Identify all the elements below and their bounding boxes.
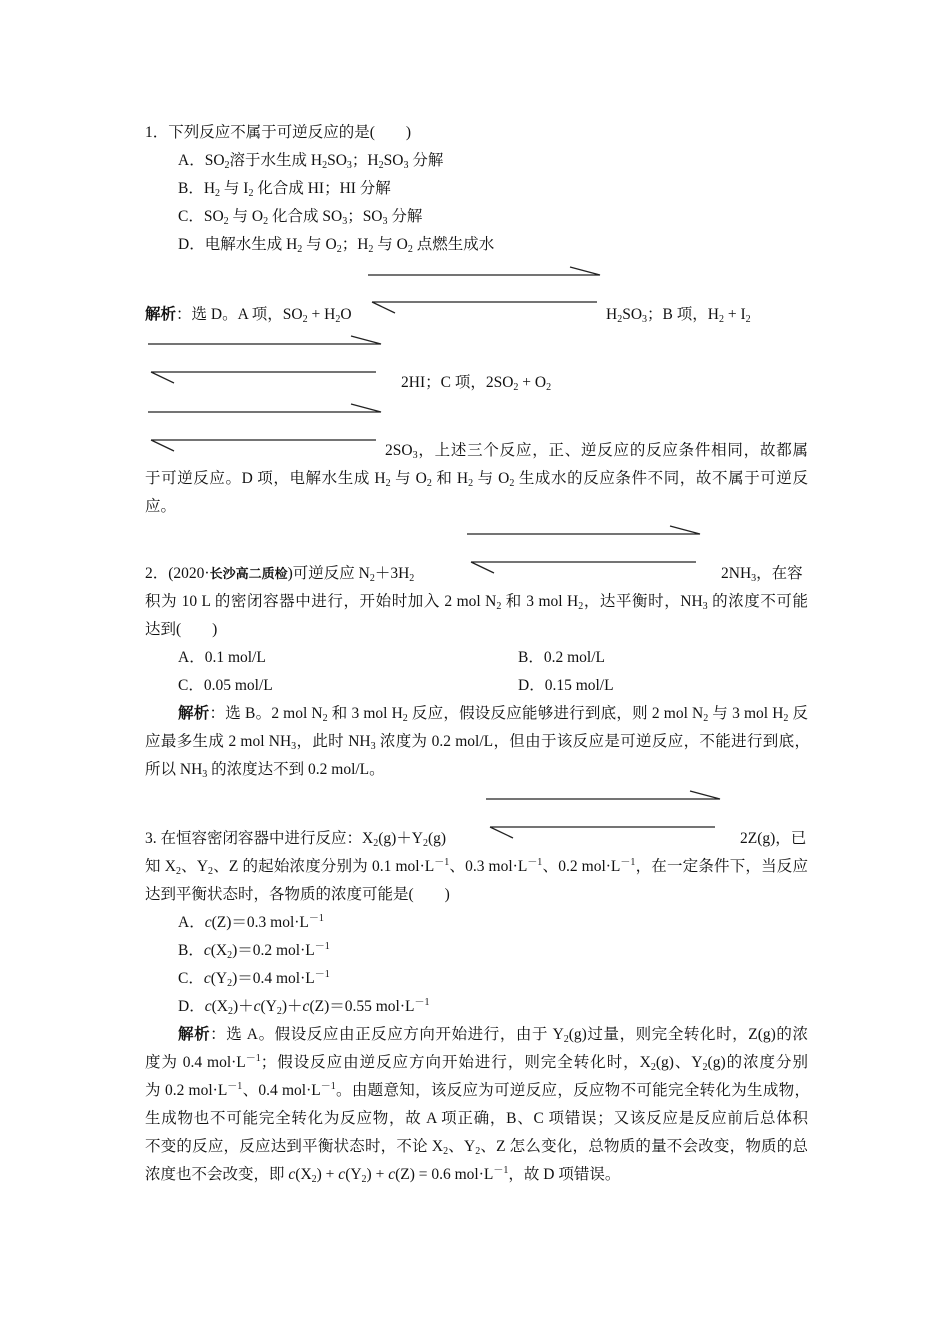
q3-analysis-line: 为 0.2 $mol\cdot L^{-1}$、0.4 $mol\cdot L^{-1}$。由题意知，该反应为可逆反应，反应物不可能完全转化为生成物，	[145, 1081, 810, 1099]
q2-stem: 2．(2020·长沙高二质检)可逆反应 $N_2+3H_2$	[145, 565, 415, 584]
q3-analysis-line: 不变的反应，反应达到平衡状态时，不论 $X_2$、$Y_2$、Z 怎么变化，总物质的量不会改变，物质的总	[145, 1138, 808, 1157]
q2-stem: $2NH_3$，在容	[721, 565, 803, 584]
equilibrium-arrow-icon	[148, 404, 381, 451]
q1-analysis-line: 于可逆反应。D 项，电解水生成 $H_2$ 与 $O_2$ 和 $H_2$ 与 $O_2$ 生成水的反应条件不同，故不属于可逆反	[145, 470, 808, 489]
q3-analysis-line: 浓度也不会改变，即 $c(X_2) + c(Y_2) + c(Z) = 0.6$ $mol\cdot L^{-1}$，故 D 项错误。	[145, 1165, 621, 1185]
q3-analysis-line: 生成物也不可能完全转化为反应物，故 A 项正确，B、C 项错误；又该反应是反应前后总体积	[145, 1110, 808, 1127]
equilibrium-arrow-icon	[148, 336, 381, 383]
q1-stem: 1．下列反应不属于可逆反应的是( )	[145, 124, 412, 141]
q1-analysis-line: $2SO_3$，上述三个反应，正、逆反应的反应条件相同，故都属	[385, 442, 808, 461]
q3-stem: 知 $X_2$、$Y_2$、Z 的起始浓度分别为 0.1 $mol\cdot L^{-1}$、0.3 $mol\cdot L^{-1}$、0.2 $mol\cdot L^{-1}$，在一定条件下，当反应	[145, 857, 808, 877]
q2-stem: 达到( )	[145, 621, 218, 638]
q3-analysis-line: 度为 0.4 $mol\cdot L^{-1}$；假设反应由逆反应方向开始进行，则完全转化时，$X_2(g)$、$Y_2(g)$的浓度分别	[145, 1053, 808, 1073]
q2-stem: 积为 10 L 的密闭容器中进行，开始时加入 2 mol $N_2$ 和 3 mol $H_2$，达平衡时，$NH_3$ 的浓度不可能	[145, 593, 808, 612]
q1-analysis-line: 应。	[145, 498, 177, 515]
q2-analysis-line: 所以 $NH_3$ 的浓度达不到 0.2 mol/L。	[145, 761, 385, 780]
q1-analysis-line: 2HI；C 项，$2SO_2 + O_2$	[401, 374, 552, 393]
q3-analysis-line: 解析：选 A。假设反应由正反应方向开始进行，由于 $Y_2(g)$过量，则完全转化时，Z(g)的浓	[178, 1026, 808, 1045]
q3-stem: 3. 在恒容密闭容器中进行反应：$X_2(g)+Y_2(g)$	[145, 830, 447, 849]
q3-option-c: C．$c(Y_2)=0.4$ $mol\cdot L^{-1}$	[178, 969, 330, 989]
q3-option-b: B．$c(X_2)=0.2$ $mol\cdot L^{-1}$	[178, 941, 330, 961]
q3-option-d: D．$c(X_2)+c(Y_2)+c(Z)=0.55$ $mol\cdot L^{-1}$	[178, 997, 430, 1017]
q2-option-c: C．0.05 mol/L	[178, 677, 273, 694]
q1-option-b: B．$H_2$ 与 $I_2$ 化合成 HI；HI 分解	[178, 180, 391, 199]
equilibrium-arrow-icon	[486, 791, 720, 838]
q1-analysis-line: 解析：选 D。A 项，$SO_2 + H_2O$	[145, 306, 352, 325]
q1-option-d: D．电解水生成 $H_2$ 与 $O_2$；$H_2$ 与 $O_2$ 点燃生成水	[178, 236, 495, 255]
q1-option-a: A．$SO_2$溶于水生成 $H_2SO_3$；$H_2SO_3$ 分解	[178, 152, 444, 171]
q1-option-c: C．$SO_2$ 与 $O_2$ 化合成 $SO_3$；$SO_3$ 分解	[178, 208, 423, 227]
equilibrium-arrow-icon	[368, 267, 600, 313]
q2-analysis-line: 解析：选 B。2 mol $N_2$ 和 3 mol $H_2$ 反应，假设反应能够进行到底，则 2 mol $N_2$ 与 3 mol $H_2$ 反	[178, 705, 808, 724]
q3-option-a: A．c(Z)＝0.3 $mol\cdot L^{-1}$	[178, 913, 324, 931]
q2-option-a: A．0.1 mol/L	[178, 649, 266, 666]
q3-stem: 达到平衡状态时，各物质的浓度可能是( )	[145, 886, 450, 903]
q2-option-b: B．0.2 mol/L	[518, 649, 605, 666]
q2-analysis-line: 应最多生成 2 mol $NH_3$，此时 $NH_3$ 浓度为 0.2 mol/L，但由于该反应是可逆反应，不能进行到底，	[145, 733, 810, 752]
q2-option-d: D．0.15 mol/L	[518, 677, 614, 694]
q1-analysis-line: $H_2SO_3$；B 项，$H_2 + I_2$	[606, 306, 751, 325]
q3-stem: 2Z(g)，已	[740, 830, 807, 847]
equilibrium-arrow-icon	[467, 526, 700, 573]
